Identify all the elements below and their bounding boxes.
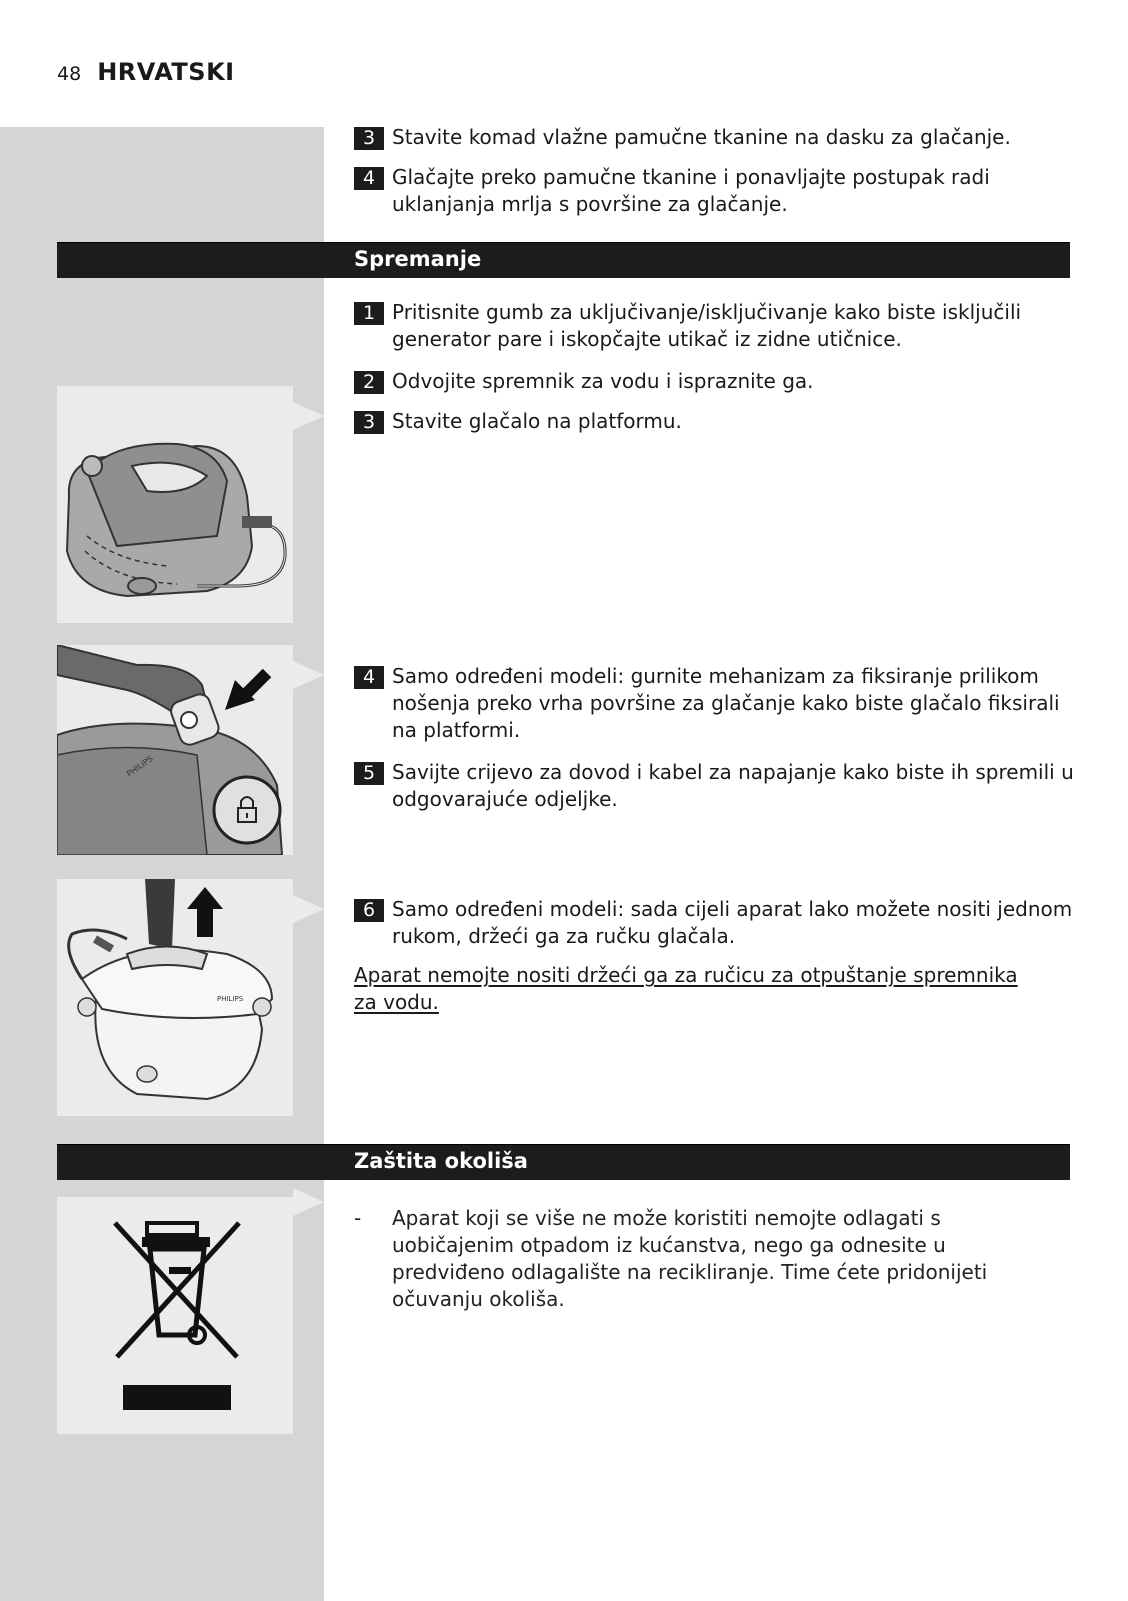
figure-crossed-bin	[57, 1197, 293, 1434]
list-dash: -	[354, 1206, 362, 1230]
figure-carry-appliance	[57, 879, 293, 1116]
step-text: Odvojite spremnik za vodu i ispraznite ga.	[392, 369, 814, 393]
section-bar-environment	[57, 1144, 1070, 1180]
step-number: 6	[354, 899, 384, 922]
list-item	[354, 1205, 1064, 1313]
step-item	[354, 368, 1076, 395]
section-title: Zaštita okoliša	[354, 1149, 528, 1173]
step-item	[354, 299, 1076, 353]
step-number: 2	[354, 371, 384, 394]
step-number: 5	[354, 762, 384, 785]
page-header	[57, 58, 235, 88]
step-text: Pritisnite gumb za uključivanje/isključivanje kako biste isključili generator pare i iskopčajte utikač iz zidne utičnice.	[392, 300, 1022, 351]
step-number: 3	[354, 411, 384, 434]
figure-pointer	[293, 402, 324, 430]
brand-label: PHILIPS	[217, 995, 244, 1003]
figure-pointer	[293, 1188, 324, 1216]
step-text: Stavite glačalo na platformu.	[392, 409, 682, 433]
up-arrow-icon	[57, 879, 293, 1116]
steam-generator-illustration	[57, 386, 293, 623]
crossed-bin-icon	[57, 1197, 293, 1434]
step-item	[354, 759, 1076, 813]
step-item	[354, 896, 1076, 950]
warning-text: Aparat nemojte nositi držeći ga za ručicu za otpuštanje spremnika za vodu.	[354, 963, 1018, 1014]
figure-iron-on-platform	[57, 386, 293, 623]
lock-icon	[57, 645, 293, 855]
step-number: 4	[354, 167, 384, 190]
figure-pointer	[293, 895, 324, 923]
step-text: Stavite komad vlažne pamučne tkanine na dasku za glačanje.	[392, 125, 1011, 149]
step-item	[354, 164, 1076, 218]
figure-pointer	[293, 661, 324, 689]
section-bar-storage	[57, 242, 1070, 278]
step-item	[354, 663, 1076, 744]
language-title: HRVATSKI	[97, 58, 235, 86]
step-number: 3	[354, 127, 384, 150]
step-text: Samo određeni modeli: gurnite mehanizam za fiksiranje prilikom nošenja preko vrha površine za glačanje kako biste glačalo fiksirali na platformi.	[392, 664, 1060, 742]
step-item	[354, 408, 1076, 435]
figure-lock-mechanism	[57, 645, 293, 855]
step-text: Savijte crijevo za dovod i kabel za napajanje kako biste ih spremili u odgovarajuće odjeljke.	[392, 760, 1074, 811]
page-number: 48	[57, 63, 82, 85]
step-text: Glačajte preko pamučne tkanine i ponavljajte postupak radi uklanjanja mrlja s površine za glačanje.	[392, 165, 990, 216]
step-item	[354, 124, 1076, 151]
brand-label: PHILIPS	[124, 754, 155, 779]
step-number: 1	[354, 302, 384, 325]
section-title: Spremanje	[354, 247, 482, 271]
list-text: Aparat koji se više ne može koristiti nemojte odlagati s uobičajenim otpadom iz kućanstva, nego ga odnesite u predviđeno odlagalište na recikliranje. Time ćete pridonijeti očuvanju okoliša.	[392, 1206, 988, 1311]
step-text: Samo određeni modeli: sada cijeli aparat lako možete nositi jednom rukom, držeći ga za ručku glačala.	[392, 897, 1073, 948]
step-number: 4	[354, 666, 384, 689]
